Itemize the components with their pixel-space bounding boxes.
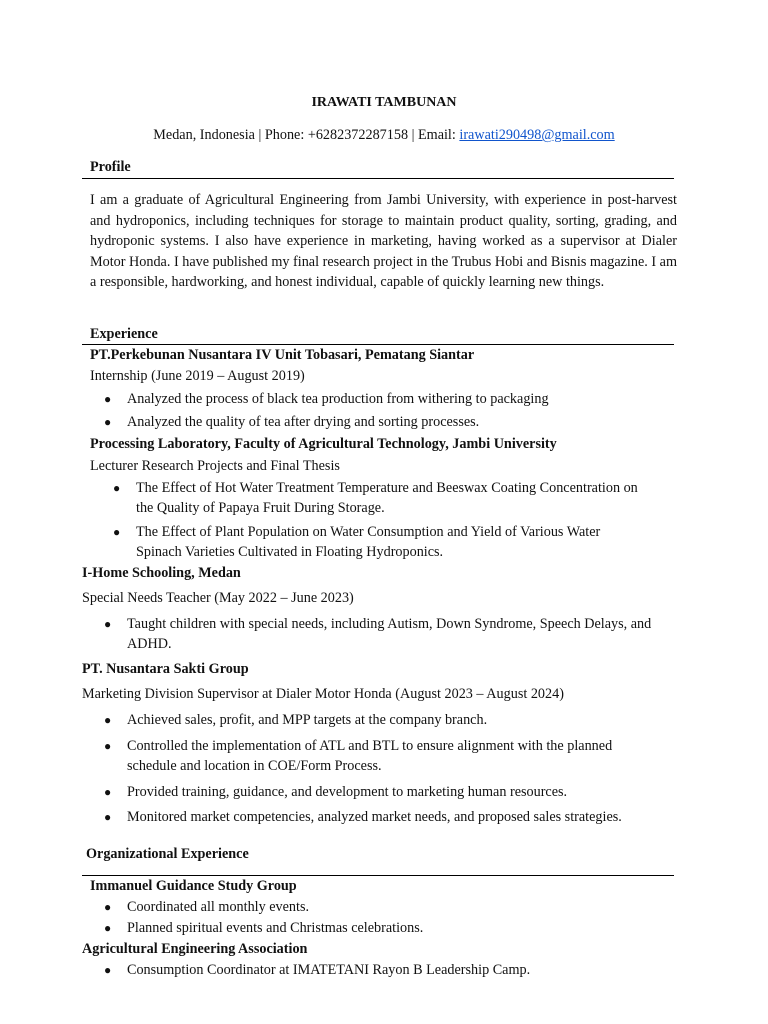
job-role: Lecturer Research Projects and Final Thesis (90, 458, 340, 474)
bullet-dot: ● (104, 415, 112, 429)
contact-line (0, 126, 768, 144)
organizational-divider (82, 875, 674, 876)
job-bullet: Analyzed the process of black tea production from withering to packaging (127, 391, 549, 407)
job-org: PT.Perkebunan Nusantara IV Unit Tobasari, Pematang Siantar (90, 347, 475, 363)
bullet-dot: ● (113, 525, 121, 539)
contact-text: Medan, Indonesia | Phone: +6282372287158 | Email: (153, 127, 460, 143)
profile-heading: Profile (90, 159, 131, 175)
bullet-dot: ● (104, 713, 112, 727)
organizational-heading: Organizational Experience (86, 846, 249, 862)
job-org: Processing Laboratory, Faculty of Agricultural Technology, Jambi University (90, 436, 557, 452)
job-role: Marketing Division Supervisor at Dialer Motor Honda (August 2023 – August 2024) (82, 686, 564, 702)
job-bullet: Achieved sales, profit, and MPP targets at the company branch. (127, 712, 488, 728)
org-bullet: Planned spiritual events and Christmas celebrations. (127, 920, 424, 936)
experience-divider (82, 344, 674, 345)
bullet-dot: ● (104, 963, 112, 977)
org-group-name: Agricultural Engineering Association (82, 941, 308, 957)
bullet-dot: ● (104, 617, 112, 631)
bullet-dot: ● (104, 785, 112, 799)
bullet-dot: ● (104, 900, 112, 914)
bullet-dot: ● (104, 921, 112, 935)
job-org: PT. Nusantara Sakti Group (82, 661, 249, 677)
bullet-dot: ● (104, 739, 112, 753)
job-role: Internship (June 2019 – August 2019) (90, 368, 305, 384)
org-group-name: Immanuel Guidance Study Group (90, 878, 297, 894)
job-bullet: Provided training, guidance, and development to marketing human resources. (127, 784, 568, 800)
job-bullet-cont: ADHD. (127, 636, 172, 652)
org-bullet: Coordinated all monthly events. (127, 899, 310, 915)
job-bullet: Controlled the implementation of ATL and BTL to ensure alignment with the planned (127, 738, 613, 754)
bullet-dot: ● (113, 481, 121, 495)
profile-divider (82, 178, 674, 179)
job-bullet-cont: the Quality of Papaya Fruit During Storage. (136, 500, 385, 516)
job-bullet: Taught children with special needs, including Autism, Down Syndrome, Speech Delays, and (127, 616, 652, 632)
resume-name: IRAWATI TAMBUNAN (311, 95, 457, 110)
profile-text: I am a graduate of Agricultural Engineering from Jambi University, with experience in post-harvest and hydroponics, including techniques for storage to maintain product quality, sorting, grading, and hydroponic systems. I also have experience in marketing, having worked as a supervisor at Dialer Motor Honda. I have published my final research project in the Trubus Hobi and Bisnis magazine. I am a responsible, hardworking, and honest individual, capable of quickly learning new things. (90, 192, 677, 291)
job-bullet: The Effect of Hot Water Treatment Temperature and Beeswax Coating Concentration on (136, 480, 638, 496)
job-bullet: The Effect of Plant Population on Water Consumption and Yield of Various Water (136, 524, 601, 540)
job-bullet: Analyzed the quality of tea after drying and sorting processes. (127, 414, 480, 430)
job-org: I-Home Schooling, Medan (82, 565, 241, 581)
bullet-dot: ● (104, 392, 112, 406)
bullet-dot: ● (104, 810, 112, 824)
org-bullet: Consumption Coordinator at IMATETANI Rayon B Leadership Camp. (127, 962, 531, 978)
email-link[interactable]: irawati290498@gmail.com (459, 127, 615, 143)
job-role: Special Needs Teacher (May 2022 – June 2023) (82, 590, 354, 606)
job-bullet: Monitored market competencies, analyzed market needs, and proposed sales strategies. (127, 809, 622, 825)
job-bullet-cont: Spinach Varieties Cultivated in Floating Hydroponics. (136, 544, 444, 560)
experience-heading: Experience (90, 326, 158, 342)
job-bullet-cont: schedule and location in COE/Form Process. (127, 758, 382, 774)
